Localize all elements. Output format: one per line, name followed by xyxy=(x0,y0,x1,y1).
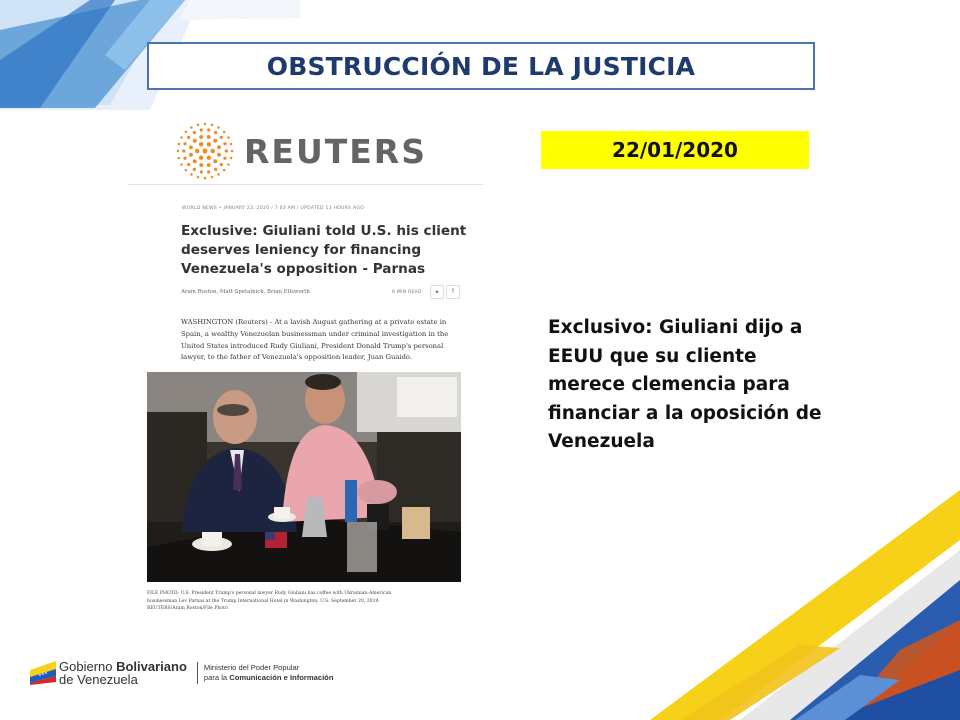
footer-separator xyxy=(197,662,198,684)
reuters-dots-icon xyxy=(176,122,234,180)
ministry-text: Ministerio del Poder Popular para la Comunicación e Información xyxy=(203,663,334,682)
slide-title-box xyxy=(147,42,815,90)
footer-logo-gobierno xyxy=(30,660,333,686)
article-photo xyxy=(147,372,461,582)
decorative-corner-bottom-right xyxy=(600,470,960,720)
reuters-wordmark: REUTERS xyxy=(244,131,427,171)
gobierno-line1: Gobierno Bolivariano xyxy=(59,659,187,674)
photo-caption: FILE PHOTO: U.S. President Trump's personal lawyer Rudy Giuliani has coffee with Ukrainian-American businessman Lev Parnas at the Trump International Hotel in Washington, U.S. September 20, 2019. REUTERS/Aram Roston/File Photo xyxy=(147,591,392,612)
article-body: WASHINGTON (Reuters) - At a lavish August gathering at a private estate in Spain, a wealthy Venezuelan businessman under criminal investigation in the United States introduced Rudy Giuliani, President Donald Trump's personal lawyer, to the father of Venezuela's opposition leader, Juan Guaido. xyxy=(181,318,449,362)
facebook-icon: f xyxy=(452,289,454,295)
article-authors: Aram Roston, Matt Spetalnick, Brian Ellsworth xyxy=(181,289,310,295)
facebook-share-button[interactable] xyxy=(446,285,460,299)
slide-title: OBSTRUCCIÓN DE LA JUSTICIA xyxy=(266,51,696,81)
read-time: 6 MIN READ xyxy=(392,290,422,295)
twitter-icon: ✦ xyxy=(434,289,440,296)
reuters-logo xyxy=(176,122,427,180)
venezuela-flag-icon xyxy=(30,661,56,685)
gobierno-line2: de Venezuela xyxy=(59,672,138,687)
article-headline: Exclusive: Giuliani told U.S. his client deserves leniency for financing Venezuela's opposition - Parnas xyxy=(181,223,467,277)
divider xyxy=(128,184,483,185)
spanish-headline: Exclusivo: Giuliani dijo a EEUU que su cliente merece clemencia para financiar a la oposición de Venezuela xyxy=(548,317,822,452)
date-text: 22/01/2020 xyxy=(612,138,738,162)
article-meta: WORLD NEWS • JANUARY 22, 2020 / 7:03 AM / UPDATED 13 HOURS AGO xyxy=(182,206,364,211)
date-badge xyxy=(541,131,809,169)
twitter-share-button[interactable] xyxy=(430,285,444,299)
